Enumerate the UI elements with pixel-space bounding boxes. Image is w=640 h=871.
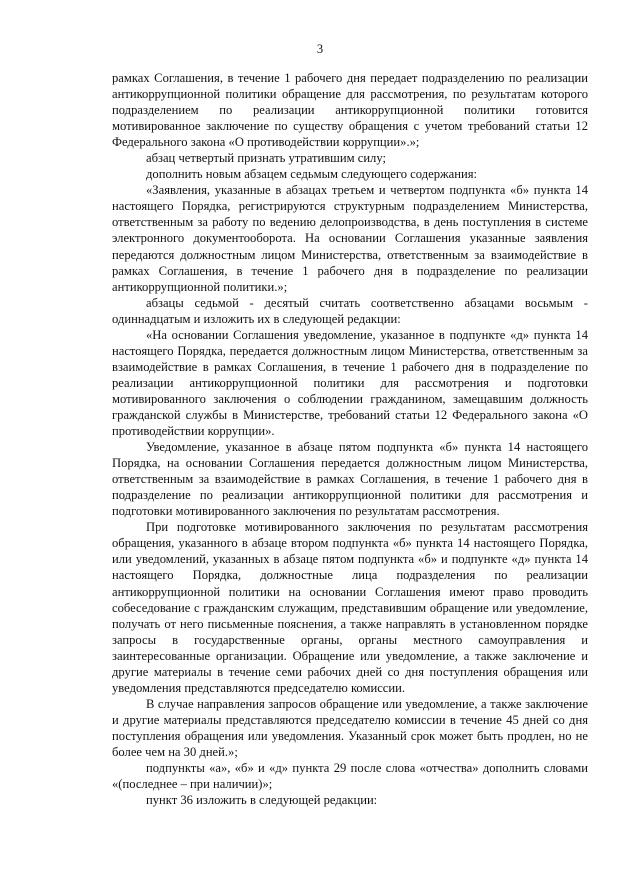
paragraph: дополнить новым абзацем седьмым следующего содержания: bbox=[146, 167, 478, 182]
paragraph: рамках Соглашения, в течение 1 рабочего дня передает подразделению по реализации антикоррупционной политики обращение для рассмотрения, по результатам которого подразделением по реализации антикоррупционной политики готовится мотивированное заключение по существу обращения с учетом требований статьи 12 Федерального закона «О противодействии коррупции».»; bbox=[112, 71, 588, 150]
paragraph: подпункты «а», «б» и «д» пункта 29 после слова «отчества» дополнить словами «(последнее – при наличии)»; bbox=[112, 761, 588, 792]
paragraph: «Заявления, указанные в абзацах третьем и четвертом подпункта «б» пункта 14 настоящего Порядка, регистрируются структурным подразделением Министерства, ответственным за работу по ведению делопроизводства, в день поступления в системе электронного документооборота. На основании Соглашения указанные заявления передаются должностным лицом Министерства, ответственным за взаимодействие в рамках Соглашения, в течение 1 рабочего дня в подразделение по реализации антикоррупционной политики.»; bbox=[112, 183, 588, 294]
paragraph: абзацы седьмой - десятый считать соответственно абзацами восьмым - одиннадцатым и изложить их в следующей редакции: bbox=[112, 295, 588, 326]
paragraph: В случае направления запросов обращение или уведомление, а также заключение и другие материалы представляются председателю комиссии в течение 45 дней со дня поступления обращения или уведомления. Указанный срок может быть продлен, но не более чем на 30 дней.»; bbox=[112, 696, 588, 759]
paragraph: При подготовке мотивированного заключения по результатам рассмотрения обращения, указанного в абзаце втором подпункта «б» пункта 14 настоящего Порядка, или уведомлений, указанных в абзаце пятом подпункта «б» и подпункте «д» пункта 14 настоящего Порядка, должностные лица подразделения по реализации антикоррупционной политики на основании Соглашения имеют право проводить собеседование с гражданским служащим, представившим обращение или уведомление, получать от него письменные пояснения, а также направлять в установленном порядке запросы в государственные органы, органы местного самоуправления и заинтересованные организации. Обращение или уведомление, а также заключение и другие материалы в течение семи рабочих дней со дня поступления обращения или уведомления представляются председателю комиссии. bbox=[112, 520, 588, 695]
page-number: 3 bbox=[316, 42, 324, 56]
paragraph: «На основании Соглашения уведомление, указанное в подпункте «д» пункта 14 настоящего Порядка, передается должностным лицом Министерства, ответственным за взаимодействие в рамках Соглашения, в течение 1 рабочего дня в подразделение по реализации антикоррупционной политики для рассмотрения и подготовки мотивированного заключения о соблюдении гражданином, замещавшим должность гражданской службы в Министерстве, требований статьи 12 Федерального закона «О противодействии коррупции». bbox=[112, 327, 588, 439]
paragraph: Уведомление, указанное в абзаце пятом подпункта «б» пункта 14 настоящего Порядка, на основании Соглашения передается должностным лицом Министерства, ответственным за взаимодействие в рамках Соглашения, в течение 1 рабочего дня в подразделение по реализации антикоррупционной политики для рассмотрения и подготовки мотивированного заключения по результатам рассмотрения. bbox=[112, 440, 588, 519]
paragraph: пункт 36 изложить в следующей редакции: bbox=[146, 793, 378, 808]
paragraph: абзац четвертый признать утратившим силу; bbox=[146, 151, 386, 166]
document-body bbox=[112, 70, 588, 808]
